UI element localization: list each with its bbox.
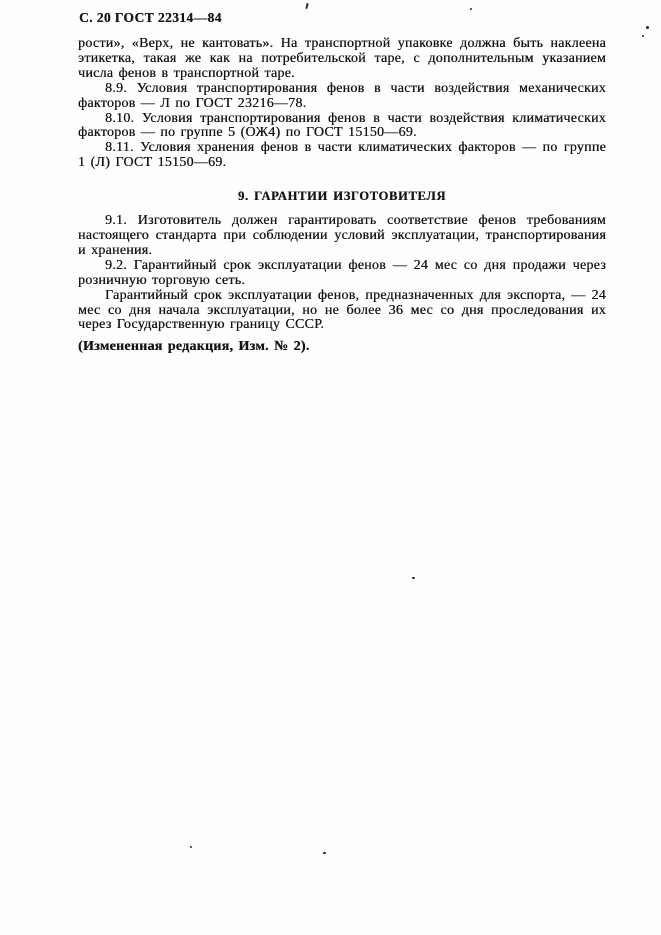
amendment-note: (Измененная редакция, Изм. № 2). (78, 339, 310, 355)
page-header: С. 20 ГОСТ 22314—84 (79, 10, 222, 25)
scan-speck (642, 35, 644, 37)
section-9-heading: 9. ГАРАНТИИ ИЗГОТОВИТЕЛЯ (237, 189, 447, 204)
paragraph-transport-packaging: рости», «Верх, не кантовать». На транспортной упаковке должна быть наклеена этикетка, такая же как на потребительской таре, с дополнительным указанием числа фенов в транспортной таре. (78, 36, 606, 81)
clause-8-11: 8.11. Условия хранения фенов в части климатических факторов — по группе 1 (Л) ГОСТ 15150—69. (78, 140, 606, 171)
clause-9-2: 9.2. Гарантийный срок эксплуатации фенов — 24 мес со дня продажи через розничную торговую сеть. (78, 257, 606, 288)
clause-8-10: 8.10. Условия транспортирования фенов в части воздействия климатических факторов — по группе 5 (ОЖ4) по ГОСТ 15150—69. (78, 110, 606, 141)
scan-speck (412, 577, 415, 579)
document-body (78, 37, 606, 355)
scan-speck (323, 852, 326, 854)
scan-speck (646, 26, 649, 29)
clause-8-9: 8.9. Условия транспортирования фенов в части воздействия механических факторов — Л по ГОСТ 23216—78. (78, 80, 606, 111)
scan-speck (470, 8, 472, 10)
clause-9-2-export: Гарантийный срок эксплуатации фенов, предназначенных для экспорта, — 24 мес со дня начала эксплуатации, но не более 36 мес со дня проследования их через Государственную границу СССР. (78, 287, 606, 333)
clause-9-1: 9.1. Изготовитель должен гарантировать соответствие фенов требованиям настоящего стандарта при соблюдении условий эксплуатации, транспортирования и хранения. (78, 213, 606, 258)
scan-speck (305, 3, 308, 9)
scan-speck (190, 846, 192, 848)
